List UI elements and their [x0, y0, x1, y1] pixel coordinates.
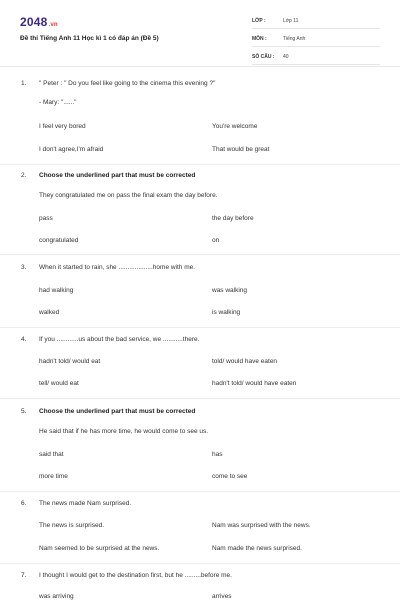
answer-option-a[interactable]: I feel very bored	[39, 123, 86, 130]
question-number: 3.	[21, 264, 27, 271]
question-separator	[0, 327, 400, 328]
meta-label: MÔN :	[252, 36, 267, 42]
answer-option-c[interactable]: Nam seemed to be surprised at the news.	[39, 545, 160, 552]
answer-option-b[interactable]: has	[212, 451, 223, 458]
site-logo[interactable]	[20, 15, 58, 29]
question-number: 1.	[21, 80, 27, 87]
question-number: 5.	[21, 408, 27, 415]
header-divider	[0, 66, 400, 67]
answer-option-c[interactable]: congratulated	[39, 237, 79, 244]
question-separator	[0, 164, 400, 165]
question-text: The news made Nam surprised.	[39, 500, 132, 507]
question-instruction: Choose the underlined part that must be corrected	[39, 408, 196, 415]
answer-option-d[interactable]: hadn't told/ would have eaten	[212, 380, 297, 387]
answer-option-b[interactable]: told/ would have eaten	[212, 358, 278, 365]
answer-option-a[interactable]: pass	[39, 215, 53, 222]
answer-option-a[interactable]: The news is surprised.	[39, 522, 105, 529]
meta-value: 40	[283, 54, 289, 60]
answer-option-c[interactable]: tell/ would eat	[39, 380, 79, 387]
answer-option-c[interactable]: more time	[39, 473, 68, 480]
answer-option-b[interactable]: was walking	[212, 287, 248, 294]
answer-option-c[interactable]: walked	[39, 309, 60, 316]
answer-option-d[interactable]: Nam made the news surprised.	[212, 545, 302, 552]
answer-option-d[interactable]: is walking	[212, 309, 241, 316]
meta-label: LỚP :	[252, 18, 266, 24]
answer-option-d[interactable]: on	[212, 237, 220, 244]
answer-option-d[interactable]: That would be great	[212, 146, 270, 153]
logo-main-text: 2048	[20, 15, 48, 29]
answer-option-d[interactable]: come to see	[212, 473, 248, 480]
question-separator	[0, 563, 400, 564]
meta-row-subject	[252, 32, 380, 47]
meta-label: SỐ CÂU :	[252, 54, 275, 60]
answer-option-a[interactable]: said that	[39, 451, 64, 458]
question-text: - Mary: "......"	[39, 99, 77, 106]
exam-meta	[252, 14, 380, 68]
meta-row-class	[252, 14, 380, 29]
question-instruction: Choose the underlined part that must be corrected	[39, 172, 196, 179]
question-number: 7.	[21, 572, 27, 579]
question-number: 4.	[21, 336, 27, 343]
page-header	[0, 0, 400, 62]
answer-option-b[interactable]: the day before	[212, 215, 254, 222]
question-text: If you ............us about the bad service, we ...........there.	[39, 336, 200, 343]
meta-value: Tiếng Anh	[283, 36, 306, 42]
logo-suffix-text: .vn	[48, 22, 58, 28]
answer-option-a[interactable]: hadn't told/ would eat	[39, 358, 101, 365]
answer-option-b[interactable]: You're welcome	[212, 123, 258, 130]
answer-option-c[interactable]: I don't agree,I'm afraid	[39, 146, 104, 153]
question-separator	[0, 254, 400, 255]
question-text: They congratulated me on pass the final exam the day before.	[39, 192, 218, 199]
question-text: " Peter : " Do you feel like going to the cinema this evening ?"	[39, 80, 216, 87]
question-separator	[0, 491, 400, 492]
answer-option-a[interactable]: was arriving	[39, 593, 74, 600]
answer-option-a[interactable]: had walking	[39, 287, 74, 294]
meta-value: Lớp 11	[283, 18, 299, 24]
answer-option-b[interactable]: Nam was surprised with the news.	[212, 522, 311, 529]
question-separator	[0, 398, 400, 399]
question-text: When it started to rain, she ...................home with me.	[39, 264, 196, 271]
question-number: 2.	[21, 172, 27, 179]
answer-option-b[interactable]: arrives	[212, 593, 232, 600]
question-number: 6.	[21, 500, 27, 507]
question-text: He said that if he has more time, he would come to see us.	[39, 428, 209, 435]
question-text: I thought I would get to the destination first, but he .........before me.	[39, 572, 232, 579]
exam-title: Đề thi Tiếng Anh 11 Học kì 1 có đáp án (Đề 5)	[20, 35, 159, 42]
meta-row-question-count	[252, 50, 380, 65]
